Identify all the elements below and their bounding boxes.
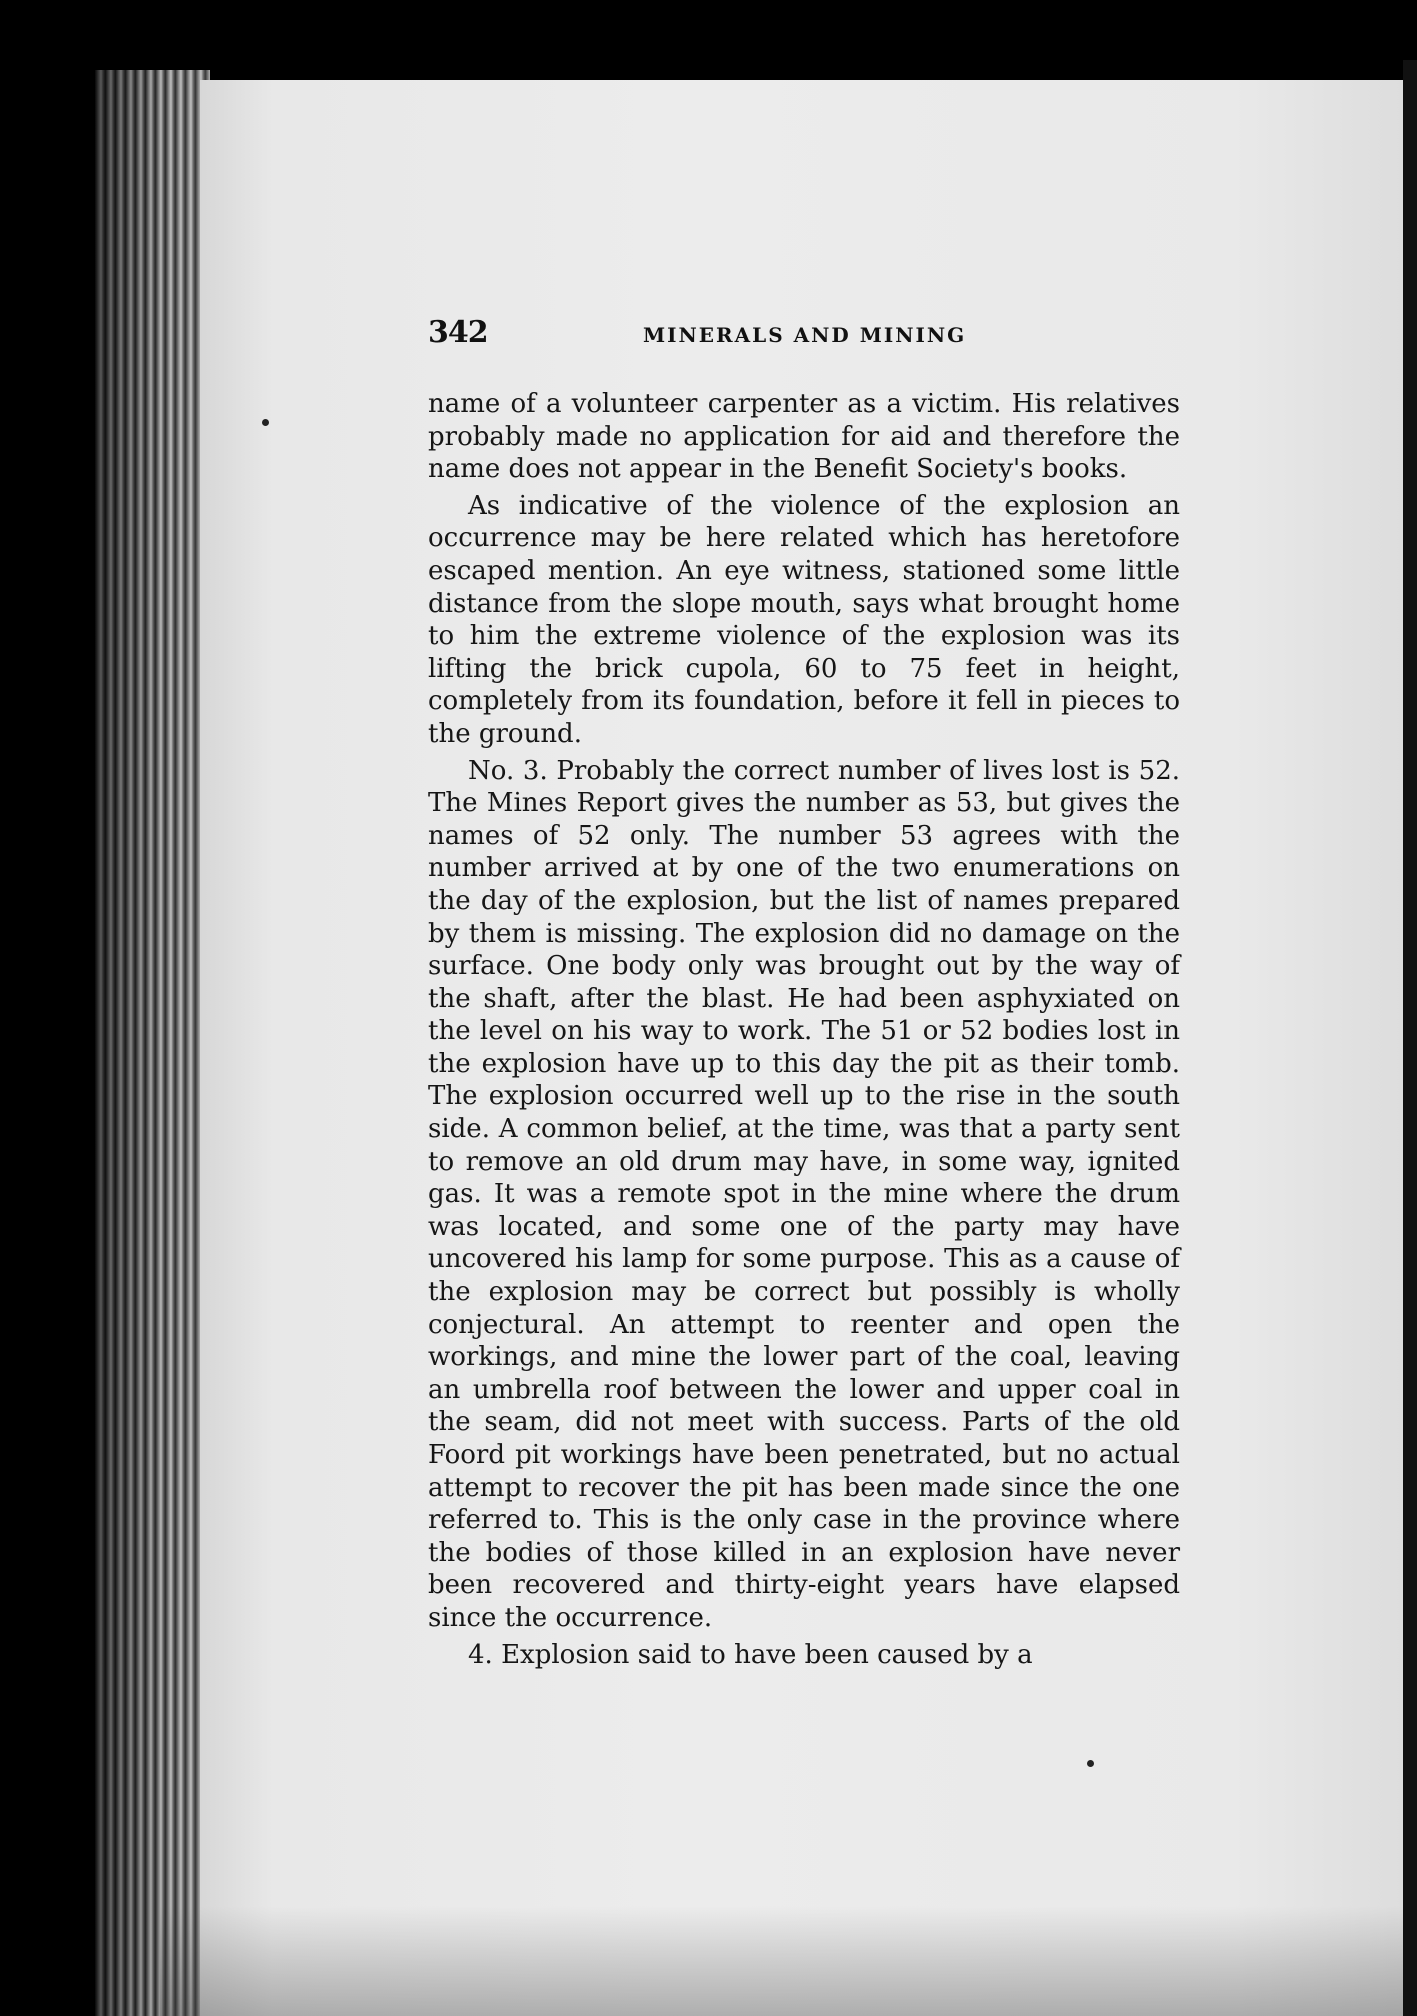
paragraph-no-3: No. 3. Probably the correct number of lives lost is 52. The Mines Report gives the number as 53, but gives the names of 52 only. The number 53 agrees with the number arrived at by one of the two enumerations on the day of the explosion, but the list of names prepared by them is missing. The explosion did no damage on the surface. One body only was brought out by the way of the shaft, after the blast. He had been asphyxiated on the level on his way to work. The 51 or 52 bodies lost in the explosion have up to this day the pit as their tomb. The explosion occurred well up to the rise in the south side. A common belief, at the time, was that a party sent to remove an old drum may have, in some way, ignited gas. It was a remote spot in the mine where the drum was located, and some one of the party may have uncovered his lamp for some purpose. This as a cause of the explosion may be correct but possibly is wholly conjectural. An attempt to reenter and open the workings, and mine the lower part of the coal, leaving an umbrella roof between the lower and upper coal in the seam, did not meet with success. Parts of the old Foord pit workings have been penetrated, but no actual attempt to recover the pit has been made since the one referred to. This is the only case in the province where the bodies of those killed in an explosion have never been recovered and thirty-eight years have elapsed since the occurrence. bbox=[428, 755, 1180, 1633]
paragraph-continued: name of a volunteer carpenter as a victim. His relatives probably made no application for aid and therefore the name does not appear in the Benefit Society's books. bbox=[428, 389, 1180, 485]
page-number: 342 bbox=[428, 315, 488, 350]
paragraph-violence: As indicative of the violence of the explosion an occurrence may be here related which has heretofore escaped mention. An eye witness, stationed some little distance from the slope mouth, says what brought home to him the extreme violence of the explosion was its lifting the brick cupola, 60 to 75 feet in height, completely from its foundation, before it fell in pieces to the ground. bbox=[428, 490, 1180, 749]
page-bottom-shadow bbox=[160, 1906, 1417, 2016]
speck-mark bbox=[262, 419, 269, 426]
body-text bbox=[428, 388, 1180, 1671]
page-header bbox=[428, 315, 1248, 361]
paragraph-no-4: 4. Explosion said to have been caused by a bbox=[468, 1639, 1033, 1670]
running-head: MINERALS AND MINING bbox=[643, 323, 967, 347]
page-edge-stack bbox=[95, 70, 210, 2016]
right-binding-shadow bbox=[1403, 60, 1417, 2016]
speck-mark bbox=[1087, 1760, 1094, 1767]
